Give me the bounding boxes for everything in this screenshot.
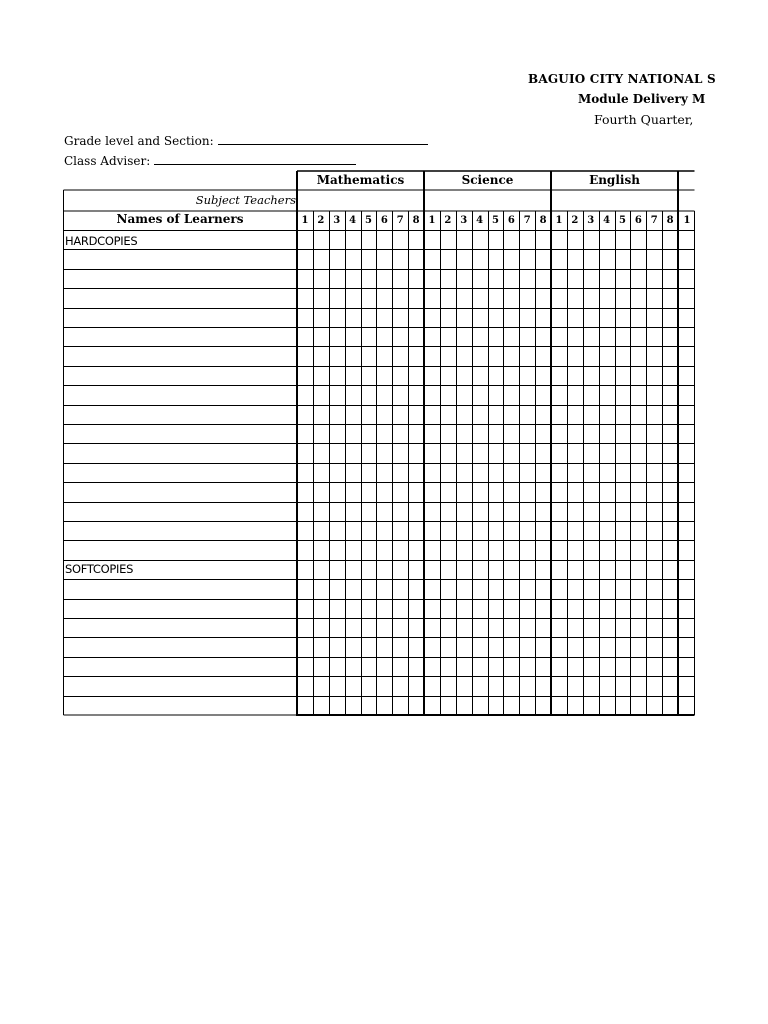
module-number-mathematics-2: 2 [317, 215, 325, 226]
module-number-english-2: 2 [571, 215, 579, 226]
subject-header-science: Science [461, 173, 514, 187]
subject-header-mathematics: Mathematics [316, 173, 405, 187]
module-number-mathematics-6: 6 [380, 215, 388, 226]
module-number-next-subject-partial: 1 [683, 215, 691, 226]
module-number-mathematics-3: 3 [333, 215, 341, 226]
module-number-mathematics-5: 5 [364, 215, 372, 226]
module-number-science-3: 3 [460, 215, 468, 226]
module-number-science-4: 4 [476, 215, 484, 226]
module-number-science-2: 2 [444, 215, 452, 226]
section-softcopies: SOFTCOPIES [65, 562, 134, 576]
subject-header-english: English [589, 173, 640, 187]
section-hardcopies: HARDCOPIES [65, 234, 138, 248]
module-number-english-3: 3 [587, 215, 595, 226]
module-number-science-7: 7 [523, 215, 531, 226]
class-adviser-label: Class Adviser: [64, 154, 151, 168]
module-number-english-1: 1 [555, 215, 563, 226]
module-number-english-6: 6 [634, 215, 642, 226]
module-number-mathematics-1: 1 [301, 215, 309, 226]
module-number-english-5: 5 [618, 215, 626, 226]
school-name: BAGUIO CITY NATIONAL S [528, 72, 716, 86]
module-number-mathematics-7: 7 [396, 215, 404, 226]
module-number-science-8: 8 [539, 215, 547, 226]
subject-teachers-label: Subject Teachers [195, 193, 296, 207]
form-title: Module Delivery M [578, 92, 706, 106]
names-of-learners-header: Names of Learners [116, 212, 244, 226]
module-number-science-6: 6 [507, 215, 515, 226]
module-number-science-5: 5 [491, 215, 499, 226]
module-number-english-7: 7 [650, 215, 658, 226]
module-number-mathematics-8: 8 [412, 215, 420, 226]
grade-section-label: Grade level and Section: [64, 134, 214, 148]
module-number-science-1: 1 [428, 215, 436, 226]
module-number-mathematics-4: 4 [349, 215, 357, 226]
module-number-english-4: 4 [603, 215, 611, 226]
module-number-english-8: 8 [666, 215, 674, 226]
period-label: Fourth Quarter, [594, 112, 694, 127]
